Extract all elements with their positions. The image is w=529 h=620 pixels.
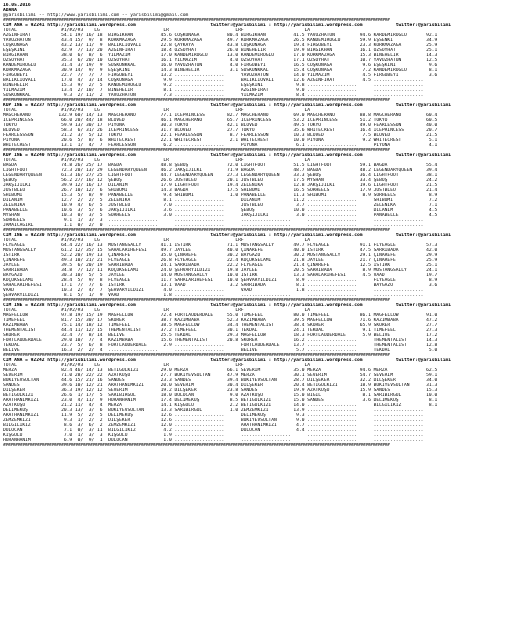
table-row: SHIBUMI 15.3 5/ 8/ 9 PANABELLE 9.4 SHIBUMI 1.0 PANABELLE 11.3 SHIBUMI 8.9 SORHEELS 8.9 <box>3 193 438 198</box>
table-row: FORTLAUDERDALE 29.0 10/ 7/ 4 KAZIMBABA 15.6 THEMENTALIST 20.8 SKORER 16.2 .................. THEMENTALIST 14.3 <box>3 338 438 343</box>
table-row: AZGINFIRAT 54.1 19/ 16/ 18 BIRGIKHAN 45.6 COŞKUNAĞA 80.4 BIRGIKHAN 41.5 YAVUZHATUN 94.6 KARDEMİROĞLU 92.1 <box>3 33 438 38</box>
table-row: KANDEMİROĞLU 31.4 3/ 19/ 9 SUSKUNKKAL 16.0 YAVUZHATUN 4.0 FIRGÜBEYİ 16.5 COŞKUNAĞA 9.6 EŞEŞKİNİ 9.6 <box>3 63 438 68</box>
table-row: İCEPRINCESS 66.0 20/ 44/ 18 BLOVED 46.1 MAGCHERANO 65.7 İCEPRINCESS 53.2 İCEPRINCESS 51.2 TOKYO 60.5 <box>3 118 438 123</box>
table-row: JUSTBLEU 26.7 10/ 12/ 6 SHIBUMI 14.3 BAĞDA 17.5 SHIBUMI 16.5 SORHEELS 17.9 JUSTBLEU 21.4 <box>3 188 438 193</box>
block-separator: ################################################################################################################################################################ <box>3 18 390 23</box>
table-row: ARATHANİMKIZI 11.9 5/ 2/ 5 DELİMEKUŞ 12.6 .................. DELİMEKUŞ 9.3 .................. .................. <box>3 413 424 418</box>
block-separator: ################################################################################################################################################################ <box>3 98 390 103</box>
table-row: KOÇUKSELAMİ 28.4 5/ 9/ 8 FLYEAGLE 11.7 SAHALARIHEFESİ 10.0 ŞEHVARYILDIZI 8.9 .................. FLYEAGLE 8.9 <box>3 278 438 283</box>
site-line: @yarisbilimi -- http://www.yarisbilimi.com -- yarisbilimi@gmail.com <box>3 13 189 18</box>
block-separator: ################################################################################################################################################################ <box>3 443 390 448</box>
report-city: ADANA <box>3 8 17 13</box>
table-row: JAYLEE 39.5 6/ 20/ 19 SARRIBADA 24.1 SARRIBADA 22.2 FLYEAGLE 21.4 ÇINAREFE 12.5 İSTİRK 25.1 <box>3 263 438 268</box>
race-title: CIM ANA = 92242 http://yarisbilimi.wordpress.com twitter:@yarisbilimi : http://yarisbilimi.wordpress.com twitter:@yarisbilimi <box>3 358 452 363</box>
table-row: MYSHAN 10.3 0/ 3/ 5 SORHEELS 3.0 .................. JAKŞIJILKI 3.0 .................. PANABELLE 4.5 <box>3 213 438 218</box>
race-title: CIM INE = 92230 http://yarisbilimi.wordpress.com twitter:@yarisbilimi : http://yarisbilimi.wordpress.com twitter:@yarisbilimi <box>3 233 452 238</box>
table-row: BUKİYEVSULTAN 44.6 15/ 21/ 16 SANDES 23.3 SANDES 39.4 BUKİYEVSULTAN 28.7 DİLŞEKER 32.2 DİLŞEKER 34.0 <box>3 378 438 383</box>
table-row: BETİGÜLKIZI 26.6 1/ 17/ 5 SARIBİRGUL 18.0 DULOCAN 9.0 AZATKUŞU 15.0 BİGIL 8.1 SARIBİRGUL 10.0 <box>3 393 438 398</box>
table-row: KORKMAZAĞA 30.9 14/ 9/ 9 EŞEŞKİNİ 14.3 BİNEHELİR 3.1 SUSKUNKKAL 15.4 COŞKUNAĞA 7.2 KANDEMİROĞLU 8.1 <box>3 68 438 73</box>
table-row: İSTİRK 52.2 20/ 19/ 13 ÇINAREFE 35.0 ÇINAREFE 30.2 BAYGAZO 30.2 MUSTANGSALLY 29.1 ÇINAREFE 29.9 <box>3 253 438 258</box>
table-row: BIRGIKHAN 38.0 6/ 8/ 6 YILMAZIM 17.0 KANDEMİROĞLU 13.0 KANDEMİROĞLU 17.0 KORKMAZAĞA 15.3 BİNEHELİR 14.3 <box>3 53 438 58</box>
column-header: TOTAL #1/#2/#3 LG LR LRF LA <box>3 238 310 243</box>
table-row: ÇINAREFE 49.3 10/ 21/ 21 FLYEAGLE 26.8 FLYEAGLE 22.4 KOÇUKSELAMİ 21.8 JAYLEE 21.7 ÇINAREFE 25.9 <box>3 258 438 263</box>
table-row: BAYGAZO 30.3 10/ 5/ 5 JAYLEE 14.0 MUSTANGSALLY 10.0 İSTİRK 13.3 SAHALARIHEFESİ 4.5 VAAD 19.7 <box>3 273 438 278</box>
table-row: TEKDAL 23.7 5/ 6/ 8 FORTLAUDERDALE 2.9 .................. FORTLAUDERDALE 13.7 .................. THEMENTALIST 12.8 <box>3 343 438 348</box>
table-row: SARRIBADA 34.8 7/ 12/ 11 KOÇUKSELAMİ 24.0 ŞEHVARYILDIZI 19.8 JAYLEE 20.5 SARRIBADA 8.9 MUSTANGSALLY 24.1 <box>3 268 438 273</box>
block-separator: ################################################################################################################################################################ <box>3 148 390 153</box>
table-row: FEARLESSSON 21.2 3/ 5/ 12 TOKYO 22.1 FEARLESSON 8.7 FEARLESSON 10.3 BLOVED 7.5 BLOVED 21.5 <box>3 133 438 138</box>
table-row: BİNEHELİR 15.3 9/ 2/ 5 KANDEMİROĞLU 9.2 .................. EŞEŞKİNİ 9.8 .................. .................. <box>3 83 424 88</box>
table-row: MUSTANGSALLY 61.2 12/ 35/ 15 SAHALARIHEFESİ 49.7 JAYLEE 40.0 ÇINAREFE 40.0 İSTİRK 47.5 SARRIBADA 42.0 <box>3 248 438 253</box>
table-row: THEMENTALIST 44.4 11/ 12/ 15 THEMENTALIST 37.2 TIMEFEEL 30.1 TEKDAL 24.1 TEKDAL 9.1 TIMEFEEL 27.3 <box>3 328 438 333</box>
table-row: MAGCHERANO 132.9 60/ 14/ 13 MAGCHERANO 77.1 İCEPRINCESS 82.7 MAGCHERANO 69.0 MAGCHERANO 88.8 MAGCHERANO 60.4 <box>3 113 438 118</box>
column-header: TOTAL #1/#2/#3 LG LR LRF LA <box>3 108 310 113</box>
table-row: HURANHANIM 6.9 0/ 9/ 1 DULOCAN 1.0 .................. .................. .................. .................. <box>3 438 424 443</box>
table-row: ÖZSOYHAT 35.3 6/ 20/ 10 ÖZSOYHAT 16.1 YILMAZIM 4.0 ÖZSOYHAT 17.1 ÖZSOYHAT 10.7 YAVUZHATUN 12.5 <box>3 58 438 63</box>
table-row: BELIVE 16.3 2/ 2/ 4 .................. .................. BELIVE 5.7 .................. TEKDAL 5.0 <box>3 348 438 353</box>
table-row: DELİMEKUŞ 20.3 13/ 3/ 6 BUKİYEVSULTAN 13.3 SARIBİRGUL 1.0 ZEMZEMKIZI 13.9 .................. .................. <box>3 408 424 413</box>
table-row: SUSKUNKKAL 9.3 2/ 11/ 2 YAVUZHATUN 7.3 .................. YILMAZIM 8.4 .................. .................. <box>3 93 424 98</box>
table-row: ŞEBOŞ 56.2 27/ 16/ 12 ŞEBOŞ 26.6 JUSTBLEU 20.1 JUSTBLEU 17.5 MYSHAN 33.4 ŞEBOŞ 24.2 <box>3 178 438 183</box>
column-header: TOTAL #1/#2/#3 LG LR LRF LA <box>3 308 310 313</box>
race-title: CIM INE = 92238 http://yarisbilimi.wordpress.com twitter:@yarisbilimi : http://yarisbilimi.wordpress.com twitter:@yarisbilimi <box>3 303 452 308</box>
table-row: FIRGÜBEYİ 22.7 7/ 7/ 7 FIRGÜBEYİ 13.2 .................. YAVUZHATUN 14.0 YILMAZIM 4.5 FIRGÜBEYİ 3.6 <box>3 73 438 78</box>
table-row: EŞEŞKİNİ 42.9 7/ 13/ 20 AZGINFIRAT 18.4 ÖZSOYHAT 26.0 BİNEHELİR 19.9 BİRGİKHAN 16.1 ÖZSOYHAT 25.1 <box>3 48 438 53</box>
table-row: SKORER 32.4 7/ 8/ 14 BELIVE 25.5 TEKDAL 29.3 MAGFELLOW 18.3 FORTLAUDERDALE 5.9 BELIVE 17.2 <box>3 333 438 338</box>
table-row: SORHEELS 9.1 1/ 3/ 3 .................. .................. .................. .................. .................. <box>3 218 424 223</box>
table-row: ŞEHVARYILDIZI 8.1 5/ 1/ 9 VAAD 1.8 .................. .................. .................. .................. <box>3 293 424 298</box>
table-row: ZEMZEMKIZI 9.3 1/ 2/ 2 DİLŞEKER 12.6 .................. BUKİYEVSULTAN 9.0 .................. .................. <box>3 418 424 423</box>
table-row: SAHALARIHEFESİ 17.1 7/ 7/ 6 İSTİRK 13.1 VAAD 3.2 SARRIBADA 8.1 .................. BAYGAZO 3.6 <box>3 283 438 288</box>
table-row: JAKŞIJILKI 39.9 12/ 16/ 17 DİLANIM 17.9 LIGHTFOOT 19.4 ZELENİKA 12.8 JAKŞIJILKI 19.6 LIGHTFOOT 21.5 <box>3 183 438 188</box>
table-row: TOKYO 59.9 13/ 30/ 17 PİYONA 30.3 TOKYO 42.1 BLOVED 49.5 TOKYO 49.0 FEARLESSON 40.0 <box>3 123 438 128</box>
table-row: JAMAICAGIRL 1.1 0/ 2/ 0 .................. .................. .................. .................. .................. <box>3 223 424 228</box>
table-row: AZATKUŞU 21.2 11/ 4/ 4 MERZA 14.1 KIŞGÜLÜ 2.2 BETİGÜLKIZI 14.0 .................. BİLGİLİKIZ 8.1 <box>3 403 438 408</box>
table-row: LIGHTFOOT 72.3 20/ 13/ 29 LEGENDARYQUEEN 46.2 JAKŞIJILKI 71.9 BAĞDA 48.7 BAĞDA 48.2 LEGENDARYQUEEN 39.4 <box>3 168 438 173</box>
race-blocks <box>3 18 527 448</box>
table-row: VAAD 10.3 2/ 4/ 7 ŞEHVARYILDIZI 4.0 .................. VAAD 1.8 .................. .................. <box>3 288 424 293</box>
table-row: MERZA 82.4 46/ 14/ 13 BETİGÜLKIZI 29.0 MERZA 66.1 SEVERİM 35.0 MERZA 94.6 MERZA 62.5 <box>3 368 438 373</box>
table-row: DİLŞEKER 36.3 19/ 12/ 12 SEVERİM 19.2 DİLŞEKER 23.8 SANDES 19.9 AZATKUŞU 15.9 SANDES 15.3 <box>3 388 438 393</box>
table-row: DİLANIM 12.7 2/ 2/ 5 ZELENİKA 8.1 .................. DİLANIM 11.2 .................. SHIBUMI 7.2 <box>3 198 438 203</box>
column-header: TOTAL #1/#2/#3 LG LR LRF LA <box>3 28 310 33</box>
table-row: ZELENİKA 10.9 4/ 6/ 5 JUSTBLEU 7.0 .................. JUSTBLEU 3.7 .................. ZELENİKA 7.1 <box>3 203 438 208</box>
block-separator: ################################################################################################################################################################ <box>3 298 390 303</box>
table-row: BAĞDA 74.8 26/ 25/ 17 BAĞDA 48.8 ŞEBOŞ 72.0 LIGHTFOOT 51.5 LIGHTFOOT 59.1 BAĞDA 55.4 <box>3 163 438 168</box>
column-header: TOTAL #1/#2/#3 LG LR LRF LA <box>3 158 310 163</box>
table-row: ARATHANİMKIZI 23.0 4/ 11/ 9 HURANHANIM 17.4 DELİMEKUŞ 8.5 BETİGÜLKIZI 15.0 SANDES 3.6 DELİMEKUŞ 8.1 <box>3 398 438 403</box>
table-row: KIŞGÜLÜ 7.0 1/ 3/ 3 KIŞGÜLÜ 1.9 .................. .................. .................. .................. <box>3 433 424 438</box>
report-date: 16.05.2016 <box>3 3 31 8</box>
block-separator: ################################################################################################################################################################ <box>3 228 390 233</box>
table-row: PANABELLE 10.6 3/ 5/ 6 JAKŞIJILKI 3.6 .................. ŞEBOŞ 10.0 .................. DİLANIM 4.5 <box>3 208 438 213</box>
table-row: LEGENDARYQUEEN 61.3 16/ 27/ 25 LIGHTFOOT 44.7 LEGENDARYQUEEN 27.3 LEGENDARYQUEEN 33.3 ŞEBOŞ 36.4 LIGHTFOOT 38.1 <box>3 173 438 178</box>
table-row: KAZIMBABA 75.1 14/ 18/ 12 TIMEFEEL 38.5 MAGFELLOW 34.4 THEMENTALIST 38.4 SKORER 65.9 SKORER 27.7 <box>3 323 438 328</box>
table-row: PİYONA 20.6 5/ 8/ 6 WHITECREST 22.1 WHITECREST 2.1 WHITECREST 10.0 PİYONA 9.2 WHITECREST 5.1 <box>3 138 438 143</box>
table-row: BİLGİLİKIZ 8.6 3/ 6/ 2 ZEMZEMKIZI 12.0 .................. ARATHANİMKIZI 4.7 .................. .................. <box>3 423 424 428</box>
race-title: CIM ANA = 92241 http://yarisbilimi.wordpress.com twitter:@yarisbilimi : http://yarisbilimi.wordpress.com twitter:@yarisbilimi <box>3 23 452 28</box>
table-row: FLYEAGLE 64.4 22/ 16/ 13 MUSTANGSALLY 41.1 İSTİRK 71.1 MUSTANGSALLY 49.7 FLYEAGLE 91.1 FLYEAGLE 57.3 <box>3 243 438 248</box>
column-header: TOTAL #1/#2/#3 LG LR LRF LA <box>3 363 310 368</box>
table-row: COŞKUNAĞA 43.2 13/ 11/ 9 BALIKLIOVALI 22.8 ÇAYKAYA 43.8 COŞKUNAĞA 19.4 FIRGÜBEYİ 23.3 KORKMAZAĞA 25.9 <box>3 43 438 48</box>
race-title: KUP INE = 92240 http://yarisbilimi.wordpress.com twitter:@yarisbilimi : http://yarisbilimi.wordpress.com twitter:@yarisbilimi <box>3 153 452 158</box>
table-row: MAGFELLOW 97.8 19/ 15/ 19 MAGFELLOW 72.4 FORTLAUDERDALE 55.0 TIMEFEEL 80.0 TIMEFEEL 86.1 MAGFELLOW 91.0 <box>3 313 438 318</box>
race-title: KUP INE = 92237 http://yarisbilimi.wordpress.com twitter:@yarisbilimi : http://yarisbilimi.wordpress.com twitter:@yarisbilimi <box>3 103 452 108</box>
table-row: DULOCAN 7.1 0/ 3/ 11 BİLGİLİKIZ 4.2 .................. DULOCAN 4.4 .................. .................. <box>3 428 424 433</box>
table-row: YAVUZHATUN 43.4 15/ 9/ 8 KORKMAZAĞA 29.5 KORKMAZAĞA 49.7 KORKMAZAĞA 26.5 KANDEMİROĞLU 59.9 EŞSENKİ 34.9 <box>3 38 438 43</box>
table-row: BALIKLIOVALI 17.0 4/ 3/ 14 COŞKUNAĞA 9.9 .................. BALIKLIOVALI 12.6 AZGINFIRAT 4.5 .................. <box>3 78 424 83</box>
table-row: TIMEFEEL 81.7 15/ 30/ 17 SKORER 38.7 KAZIMBABA 52.3 KAZIMBABA 39.5 MAGFELLOW 71.6 KAZIMBABA 47.2 <box>3 318 438 323</box>
table-row: BLOVED 58.3 6/ 31/ 26 İCEPRINCESS 31.7 BLOVED 27.7 TOKYO 35.6 WHITECREST 16.4 İCEPRINCESS 20.7 <box>3 128 438 133</box>
table-row: WHITECREST 13.1 1/ 4/ 7 FEARLESSON 6.2 .................. PİYONA 6.1 .................. PİYONA 4.1 <box>3 143 438 148</box>
block-separator: ################################################################################################################################################################ <box>3 353 390 358</box>
table-row: YILMAZIM 13.4 2/ 10/ 7 BİNEHELİR 8.1 .................. AZGINFIRAT 9.0 .................. .................. <box>3 88 424 93</box>
table-row: SEVERİM 71.0 28/ 22/ 22 AZATKUŞU 27.7 BUKİYEVSULTAN 47.9 MERZA 30.1 SEVERİM 54.7 SEVERİM 59.1 <box>3 373 438 378</box>
table-row: SANDES 39.6 10/ 12/ 21 ARATHANİMKIZI 20.0 SEVERİM 30.4 DİLŞEKER 20.4 BETİGÜLKIZI 18.9 BUKİYEVSULTAN 31.3 <box>3 383 438 388</box>
